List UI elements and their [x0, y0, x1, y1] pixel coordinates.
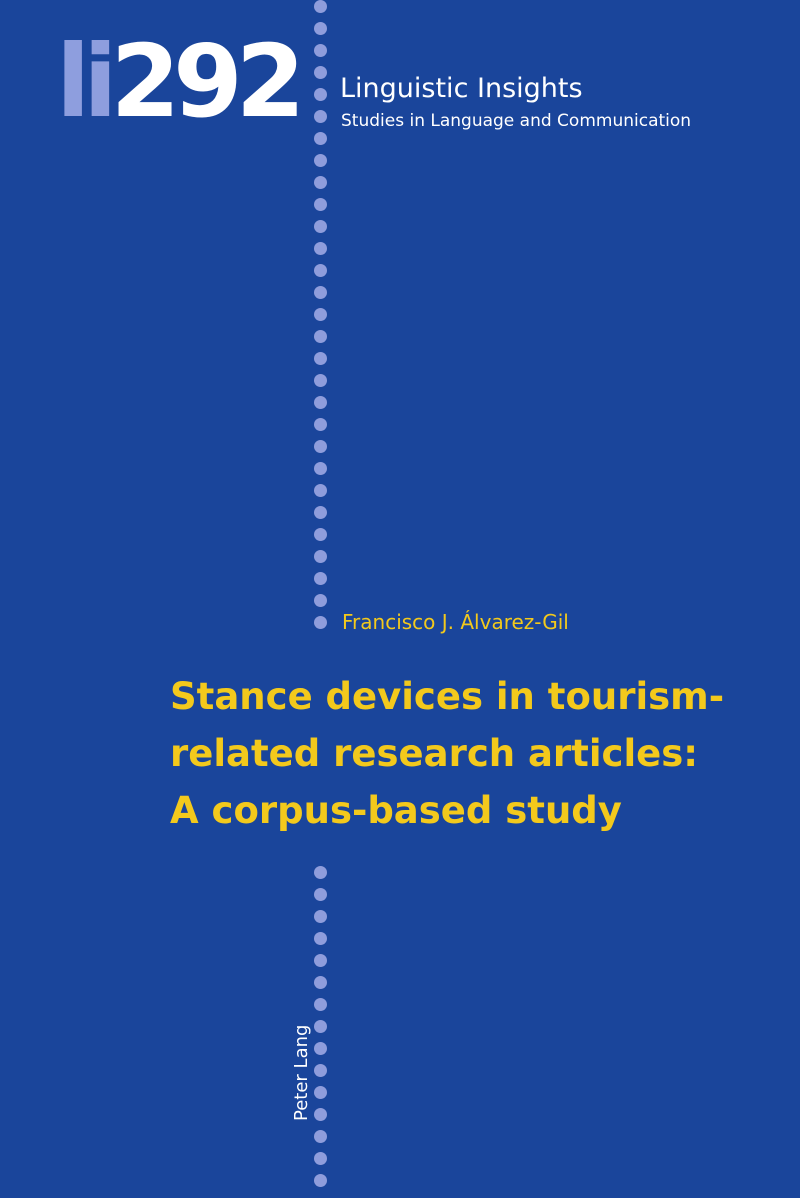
lower-rule-dot	[314, 976, 327, 989]
upper-rule-dot	[314, 330, 327, 343]
dotted-rule-lower	[314, 864, 327, 1198]
lower-rule-dot	[314, 1130, 327, 1143]
series-subtitle: Studies in Language and Communication	[341, 111, 692, 131]
lower-rule-dot	[314, 866, 327, 879]
book-title-line-2: related research articles:	[170, 732, 699, 775]
lower-rule-dot	[314, 888, 327, 901]
lower-rule-dot	[314, 932, 327, 945]
upper-rule-dot	[314, 220, 327, 233]
upper-rule-dot	[314, 440, 327, 453]
series-logo-number: 292	[110, 23, 299, 140]
upper-rule-dot	[314, 374, 327, 387]
book-title-line-1: Stance devices in tourism-	[170, 675, 725, 718]
upper-rule-dot	[314, 286, 327, 299]
upper-rule-dot	[314, 198, 327, 211]
upper-rule-dot	[314, 22, 327, 35]
upper-rule-dot	[314, 0, 327, 13]
upper-rule-dot	[314, 110, 327, 123]
dotted-rule-upper	[314, 0, 327, 630]
lower-rule-dot	[314, 910, 327, 923]
upper-rule-dot	[314, 506, 327, 519]
upper-rule-dot	[314, 352, 327, 365]
author-name: Francisco J. Álvarez-Gil	[342, 610, 569, 634]
upper-rule-dot	[314, 594, 327, 607]
series-logo	[56, 22, 298, 142]
lower-rule-dot	[314, 1086, 327, 1099]
lower-rule-dot	[314, 1174, 327, 1187]
lower-rule-dot	[314, 1020, 327, 1033]
upper-rule-dot	[314, 528, 327, 541]
upper-rule-dot	[314, 44, 327, 57]
upper-rule-dot	[314, 572, 327, 585]
series-logo-prefix: li	[56, 23, 111, 140]
lower-rule-dot	[314, 998, 327, 1011]
lower-rule-dot	[314, 954, 327, 967]
book-title	[170, 668, 780, 839]
upper-rule-dot	[314, 616, 327, 629]
upper-rule-dot	[314, 176, 327, 189]
upper-rule-dot	[314, 396, 327, 409]
upper-rule-dot	[314, 154, 327, 167]
lower-rule-dot	[314, 1064, 327, 1077]
upper-rule-dot	[314, 132, 327, 145]
lower-rule-dot	[314, 1108, 327, 1121]
book-title-line-3: A corpus-based study	[170, 789, 622, 832]
publisher-name: Peter Lang	[291, 1024, 312, 1121]
upper-rule-dot	[314, 264, 327, 277]
upper-rule-dot	[314, 462, 327, 475]
upper-rule-dot	[314, 66, 327, 79]
upper-rule-dot	[314, 242, 327, 255]
upper-rule-dot	[314, 418, 327, 431]
lower-rule-dot	[314, 1042, 327, 1055]
upper-rule-dot	[314, 550, 327, 563]
upper-rule-dot	[314, 308, 327, 321]
upper-rule-dot	[314, 88, 327, 101]
series-title: Linguistic Insights	[340, 73, 583, 104]
upper-rule-dot	[314, 484, 327, 497]
lower-rule-dot	[314, 1152, 327, 1165]
